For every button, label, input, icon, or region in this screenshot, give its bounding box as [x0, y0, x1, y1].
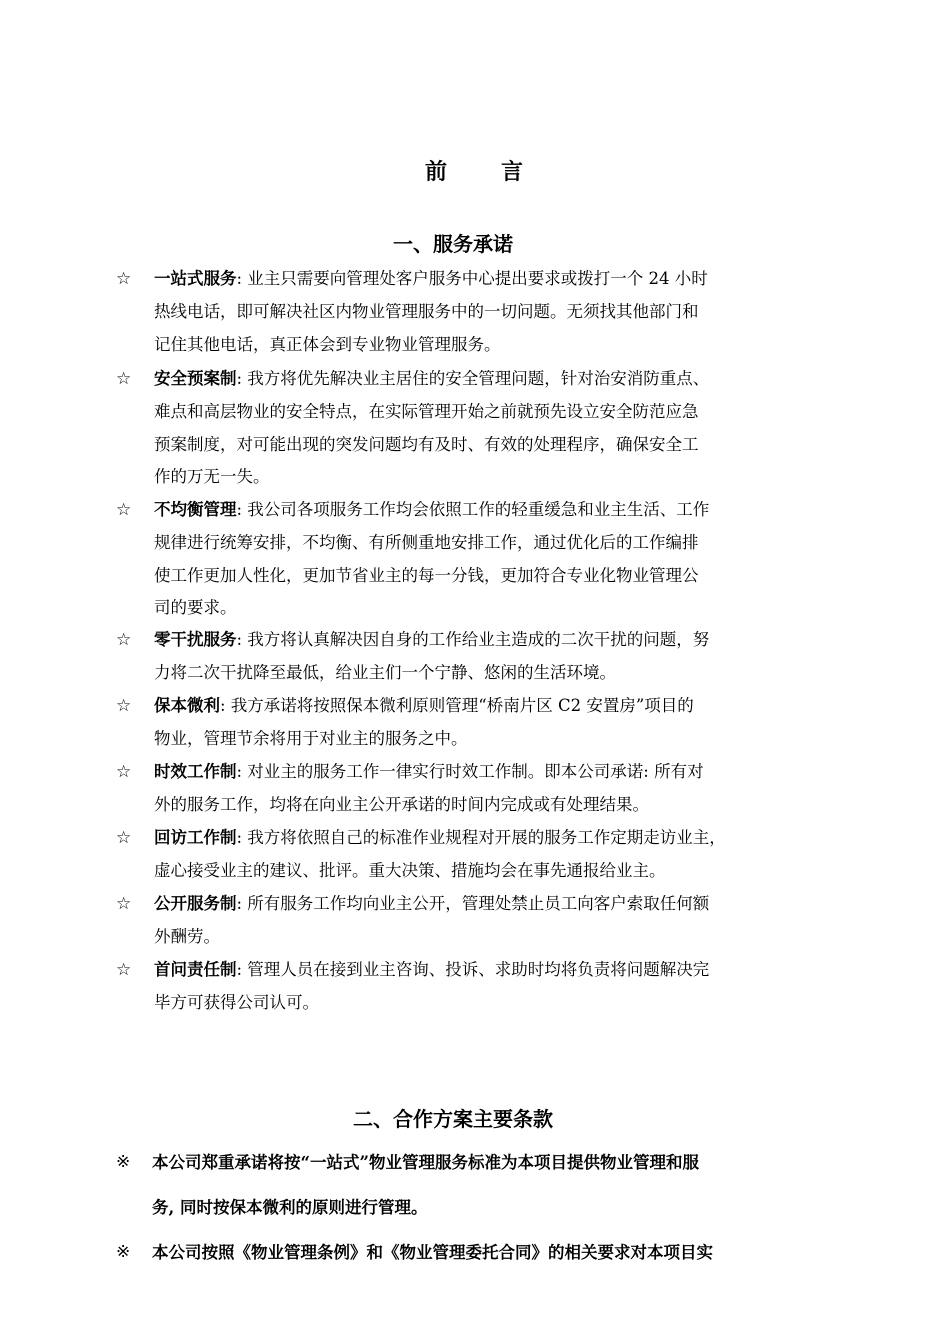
- promise-line: [154, 429, 816, 462]
- promise-item: [116, 954, 816, 1020]
- star-bullet-icon: ☆: [116, 696, 132, 716]
- promise-item: [116, 494, 816, 625]
- promise-text: 物业，管理节余将用于对业主的服务之中。: [154, 728, 468, 748]
- promise-line: [154, 624, 816, 657]
- promise-item: [116, 690, 816, 756]
- reference-mark-icon: ※: [116, 1242, 131, 1262]
- star-bullet-icon: ☆: [116, 828, 132, 848]
- promise-line: [154, 657, 816, 690]
- promise-line: [154, 789, 816, 822]
- promise-line: [154, 756, 816, 789]
- promise-text: 虚心接受业主的建议、批评。重大决策、措施均会在事先通报给业主。: [154, 860, 666, 880]
- clause-item: [116, 1140, 816, 1230]
- page-title-right: 言: [501, 159, 526, 185]
- promise-line: [154, 987, 816, 1020]
- promise-item: [116, 363, 816, 494]
- promise-item: [116, 624, 816, 690]
- promise-text: : 我公司各项服务工作均会依照工作的轻重缓急和业主生活、工作: [236, 500, 710, 519]
- clause-line: 务, 同时按保本微利的原则进行管理。: [152, 1198, 428, 1217]
- promise-item: [116, 822, 816, 888]
- clause-line: 本公司郑重承诺将按“一站式”物业管理服务标准为本项目提供物业管理和服: [152, 1153, 699, 1172]
- promise-label: 时效工作制: [154, 762, 237, 781]
- promise-line: [154, 723, 816, 756]
- page-title: [0, 155, 950, 186]
- promise-label: 公开服务制: [154, 894, 237, 913]
- star-bullet-icon: ☆: [116, 762, 132, 782]
- star-bullet-icon: ☆: [116, 269, 132, 289]
- section2-title: 二、合作方案主要条款: [353, 1107, 553, 1131]
- page-title-left: 前: [424, 159, 449, 185]
- promise-line: [154, 461, 816, 494]
- promise-line: [154, 690, 816, 723]
- promise-line: [154, 822, 816, 855]
- promise-item: [116, 756, 816, 822]
- promise-line: [154, 363, 816, 396]
- promise-label: 不均衡管理: [154, 500, 237, 519]
- section1-title: 一、服务承诺: [393, 232, 513, 256]
- promise-item: [116, 263, 816, 361]
- promise-text: 力将二次干扰降至最低，给业主们一个宁静、悠闲的生活环境。: [154, 662, 616, 682]
- promise-text: 预案制度，对可能出现的突发问题均有及时、有效的处理程序，确保安全工: [154, 434, 699, 454]
- promise-text: : 管理人员在接到业主咨询、投诉、求助时均将负责将问题解决完: [236, 960, 710, 979]
- promise-text: : 我方承诺将按照保本微利原则管理“桥南片区 C2 安置房”项目的: [220, 696, 694, 715]
- promise-label: 保本微利: [154, 696, 220, 715]
- promise-text: 难点和高层物业的安全特点，在实际管理开始之前就预先设立安全防范应急: [154, 401, 699, 421]
- promise-line: [154, 560, 816, 593]
- promise-text: 外的服务工作，均将在向业主公开承诺的时间内完成或有处理结果。: [154, 794, 649, 814]
- promise-text: 毕方可获得公司认可。: [154, 992, 319, 1012]
- promise-text: : 业主只需要向管理处客户服务中心提出要求或拨打一个 24 小时: [236, 269, 708, 288]
- promise-line: [154, 296, 816, 329]
- promise-text: 司的要求。: [154, 598, 237, 618]
- promise-line: [154, 954, 816, 987]
- star-bullet-icon: ☆: [116, 894, 132, 914]
- promise-label: 一站式服务: [154, 269, 237, 288]
- promise-text: 规律进行统筹安排，不均衡、有所侧重地安排工作，通过优化后的工作编排: [154, 532, 699, 552]
- promise-line: [154, 527, 816, 560]
- promise-label: 零干扰服务: [154, 630, 237, 649]
- promise-text: 记住其他电话，真正体会到专业物业管理服务。: [154, 334, 501, 354]
- promise-line: [154, 263, 816, 296]
- star-bullet-icon: ☆: [116, 369, 132, 389]
- promise-label: 安全预案制: [154, 369, 237, 388]
- promise-line: [154, 921, 816, 954]
- star-bullet-icon: ☆: [116, 500, 132, 520]
- clause-line: 本公司按照《物业管理条例》和《物业管理委托合同》的相关要求对本项目实: [152, 1243, 713, 1262]
- promise-line: [154, 329, 816, 362]
- reference-mark-icon: ※: [116, 1152, 131, 1172]
- promise-line: [154, 592, 816, 625]
- promise-text: : 我方将优先解决业主居住的安全管理问题，针对治安消防重点、: [236, 369, 710, 388]
- promise-text: 作的万无一失。: [154, 467, 270, 487]
- promise-item: [116, 888, 816, 954]
- promise-line: [154, 494, 816, 527]
- promise-line: [154, 855, 816, 888]
- promise-text: : 所有服务工作均向业主公开，管理处禁止员工向客户索取任何额: [236, 894, 710, 913]
- promise-text: : 对业主的服务工作一律实行时效工作制。即本公司承诺: 所有对: [236, 762, 704, 781]
- promise-text: 热线电话，即可解决社区内物业管理服务中的一切问题。无须找其他部门和: [154, 301, 699, 321]
- promise-text: : 我方将认真解决因自身的工作给业主造成的二次干扰的问题，努: [236, 630, 710, 649]
- promise-text: 使工作更加人性化，更加节省业主的每一分钱，更加符合专业化物业管理公: [154, 565, 699, 585]
- star-bullet-icon: ☆: [116, 630, 132, 650]
- promise-label: 回访工作制: [154, 828, 237, 847]
- star-bullet-icon: ☆: [116, 960, 132, 980]
- promise-label: 首问责任制: [154, 960, 237, 979]
- promise-line: [154, 888, 816, 921]
- clause-item: [116, 1230, 816, 1275]
- promise-line: [154, 396, 816, 429]
- promise-text: 外酬劳。: [154, 926, 220, 946]
- promise-text: : 我方将依照自己的标准作业规程对开展的服务工作定期走访业主，: [236, 828, 726, 847]
